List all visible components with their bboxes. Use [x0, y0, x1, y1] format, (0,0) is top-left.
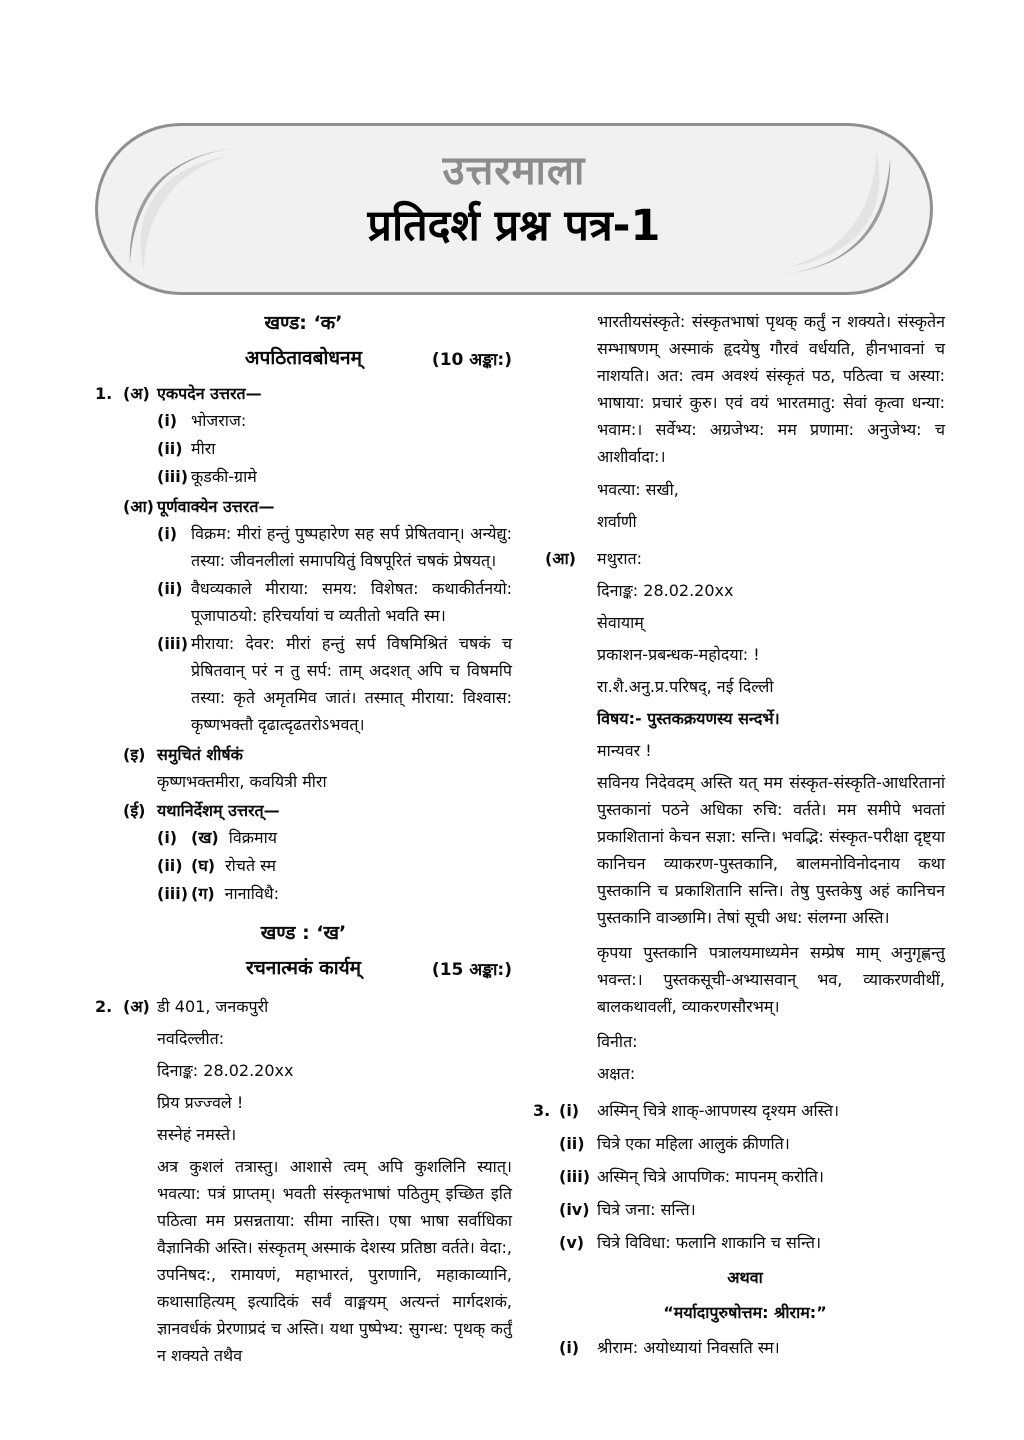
answer-item	[157, 520, 512, 574]
right-column	[533, 308, 945, 1371]
item-marker: (iv)	[559, 1200, 590, 1219]
question-number: 1.	[95, 384, 113, 403]
section-kha-marks: (15 अङ्का:)	[431, 960, 512, 980]
part-title: एकपदेन उत्तरत—	[157, 384, 262, 403]
letter-address-line: डी 401, जनकपुरी	[157, 997, 269, 1016]
item-marker: (i)	[559, 1338, 580, 1357]
question-2-part-a	[95, 993, 512, 1369]
answer-item	[157, 824, 512, 851]
section-kha-subheading	[95, 953, 512, 983]
item-marker: (i)	[559, 1101, 580, 1120]
section-ka-marks: (10 अङ्का:)	[431, 350, 512, 370]
two-column-body	[95, 308, 945, 1371]
answer-item	[157, 852, 512, 879]
part-title: पूर्णवाक्येन उत्तरत—	[157, 497, 275, 516]
question-2-part-aa	[545, 545, 945, 572]
question-number: 3.	[533, 1101, 551, 1120]
letter-greeting: सस्नेहं नमस्ते।	[157, 1125, 237, 1144]
item-text: चित्रे जना: सन्ति।	[597, 1200, 696, 1219]
question-number-spacer	[95, 741, 123, 795]
letter-address-line: नवदिल्लीत:	[157, 1029, 225, 1048]
question-1-part-a	[95, 380, 512, 491]
letter-address-line: रा.शै.अनु.प्र.परिषद्, नई दिल्ली	[597, 677, 774, 696]
item-text: चित्रे विविधा: फलानि शाकानि च सन्ति।	[597, 1233, 822, 1252]
option-letter: (ग)	[191, 884, 215, 903]
item-marker: (ii)	[157, 579, 183, 598]
item-text: वैधव्यकाले मीराया: समय: विशेषत: कथाकीर्तनयो: पूजापाठयो: हरिचर्यायां च व्यतीतो भवति स्म।	[191, 579, 512, 625]
item-text: विक्रम: मीरां हन्तुं पुष्पहारेण सह सर्प प्रेषितवान्। अन्येद्यु: तस्या: जीवनलीलां समापयितुं विषपूरितं चषकं प्रेषयत्।	[191, 524, 512, 570]
letter-date: दिनाङ्क: 28.02.20xx	[157, 1061, 294, 1080]
left-column	[95, 308, 512, 1371]
letter-date: दिनाङ्क: 28.02.20xx	[597, 581, 734, 600]
item-text: अस्मिन् चित्रे आपणिक: मापनम् करोति।	[597, 1167, 824, 1186]
item-marker: (iii)	[559, 1167, 591, 1186]
letter-salutation: मान्यवर !	[597, 741, 652, 760]
section-ka-subheading	[95, 343, 512, 373]
question-1-part-ee	[95, 797, 512, 908]
part-label: (अ)	[123, 384, 150, 403]
question-number-spacer	[533, 1229, 559, 1256]
section-ka-heading: खण्ड: ‘क’	[264, 312, 343, 334]
question-3-item	[533, 1130, 945, 1157]
letter-closing: विनीत:	[597, 1032, 638, 1051]
decorative-crescent-bottom-right	[770, 152, 910, 282]
item-text: विक्रमाय	[228, 828, 278, 847]
item-text: भोजराज:	[191, 411, 247, 430]
part-label: (अ)	[123, 997, 150, 1016]
question-number-spacer	[95, 797, 123, 908]
question-number: 2.	[95, 997, 113, 1016]
section-kha-heading: खण्ड : ‘ख’	[260, 922, 347, 944]
letter-signature: शर्वाणी	[597, 512, 637, 531]
item-text: कूडकी-ग्रामे	[191, 467, 257, 486]
section-ka-topic: अपठितावबोधनम्	[245, 347, 362, 369]
question-1-part-aa	[95, 493, 512, 739]
letter-closing: भवत्या: सखी,	[597, 480, 679, 499]
item-text: अस्मिन् चित्रे शाक्-आपणस्य दृश्यम अस्ति।	[597, 1101, 840, 1120]
item-marker: (iii)	[157, 884, 189, 903]
item-marker: (ii)	[559, 1134, 585, 1153]
part-answer: कृष्णभक्तमीरा, कवयित्री मीरा	[157, 772, 327, 791]
question-3-item	[533, 1229, 945, 1256]
question-number-spacer	[95, 493, 123, 739]
question-number-spacer	[533, 1163, 559, 1190]
section-kha-topic: रचनात्मकं कार्यम्	[245, 957, 362, 979]
letter-body-continued: भारतीयसंस्कृते: संस्कृतभाषां पृथक् कर्तुं न शक्यते। संस्कृतेन सम्भाषणम् अस्माकं हृदयेषु गौरवं वर्धयति, हीनभावनां च नाशयति। अत: त्वम अवश्यं संस्कृतं पठ, पठित्वा च अस्या: भाषाया: प्रचारं कुरु। एवं वयं भारतमातु: सेवां कृत्वा धन्या: भवाम:। सर्वेभ्य: अग्रजेभ्य: मम प्रणामा: अनुजेभ्य: च आशीर्वादा:।	[597, 312, 945, 466]
answer-item	[157, 880, 512, 907]
item-marker: (ii)	[157, 856, 183, 875]
question-3-item	[533, 1163, 945, 1190]
question-number-spacer	[533, 1334, 559, 1361]
answer-item	[157, 630, 512, 738]
part-label: (आ)	[123, 497, 154, 516]
item-text: मीरा	[191, 439, 216, 458]
answer-item	[157, 435, 512, 462]
item-text: चित्रे एका महिला आलुकं क्रीणति।	[597, 1134, 790, 1153]
item-marker: (v)	[559, 1233, 585, 1252]
item-marker: (iii)	[157, 467, 189, 486]
paper-title: प्रतिदर्श प्रश्न पत्र-1	[367, 201, 661, 251]
question-3-alt-item	[533, 1334, 945, 1361]
letter-addressee: प्रकाशन-प्रबन्धक-महोदया: !	[597, 645, 760, 664]
answer-item	[157, 463, 512, 490]
item-marker: (iii)	[157, 634, 189, 653]
part-label: (इ)	[123, 745, 146, 764]
part-title: यथानिर्देशम् उत्तरत्—	[157, 801, 280, 820]
option-letter: (ख)	[191, 828, 219, 847]
question-3-item	[533, 1097, 945, 1124]
answer-item	[157, 575, 512, 629]
part-label: (आ)	[545, 549, 576, 568]
item-marker: (i)	[157, 411, 178, 430]
option-letter: (घ)	[191, 856, 216, 875]
letter-salutation: प्रिय प्रज्ज्वले !	[157, 1093, 244, 1112]
item-marker: (i)	[157, 524, 178, 543]
or-divider: अथवा	[727, 1268, 763, 1287]
question-number-spacer	[533, 1196, 559, 1223]
item-text: रोचते स्म	[225, 856, 276, 875]
question-3-item	[533, 1196, 945, 1223]
item-marker: (i)	[157, 828, 178, 847]
letter-from-line: मथुरात:	[597, 549, 642, 568]
item-marker: (ii)	[157, 439, 183, 458]
part-label: (ई)	[123, 801, 146, 820]
letter-subject: विषय:- पुस्तकक्रयणस्य सन्दर्भे।	[597, 709, 780, 728]
answer-key-title: उत्तरमाला	[442, 148, 586, 194]
letter-paragraph-2: कृपया पुस्तकानि पत्रालयमाध्यमेन सम्प्रेष माम् अनुगृह्णन्तु भवन्त:। पुस्तकसूची-अभ्यासवान् भव, व्याकरणवीथीं, बालकथावलीं, व्याकरणसौरभम्।	[597, 943, 945, 1016]
letter-paragraph-1: सविनय निदेवदम् अस्ति यत् मम संस्कृत-संस्कृति-आधरितानां पुस्तकानां पठने अधिका रुचि: वर्तते। मम समीपे भवतां प्रकाशितानां केचन सज्ञा: सन्ति। भवद्भि: संस्कृत-परीक्षा दृष्ट्या कानिचन व्याकरण-पुस्तकानि, बालमनोविनोदनाय कथा पुस्तकानि च प्रकाशितानि सन्ति। तेषु पुस्तकेषु अहं कानिचन पुस्तकानि वाञ्छामि। तेषां सूची अध: संलग्ना अस्ति।	[597, 773, 945, 927]
letter-body: अत्र कुशलं तत्रास्तु। आशासे त्वम् अपि कुशलिनि स्यात्। भवत्या: पत्रं प्राप्तम्। भवती संस्कृतभाषां पठितुम् इच्छित इति पठित्वा मम प्रसन्नताया: सीमा नास्ति। एषा भाषा सर्वाधिका वैज्ञानिकी अस्ति। संस्कृतम् अस्माकं देशस्य प्रतिष्ठा वर्तते। वेदा:, उपनिषद:, रामायणं, महाभारतं, पुराणानि, महाकाव्यानि, कथासाहित्यम् इत्यादिकं सर्वं वाङ्मयम् अत्यन्तं मार्गदशकं, ज्ञानवर्धकं प्रेरणाप्रदं च अस्ति। यथा पुष्पेभ्य: सुगन्ध: पृथक् कर्तुं न शक्यते तथैव	[157, 1157, 512, 1365]
decorative-crescent-top-left	[110, 140, 250, 270]
item-text: मीराया: देवर: मीरां हन्तुं सर्प विषमिश्रितं चषकं च प्रेषितवान् परं न तु सर्प: ताम् अदशत् अपि च विषमपि तस्या: कृते अमृतमिव जातं। तस्मात् मीराया: विश्वास: कृष्णभक्तौ दृढात्दृढतरोऽभवत्।	[191, 634, 512, 734]
letter-line: सेवायाम्	[597, 613, 644, 632]
title-banner	[95, 123, 933, 295]
answer-item	[157, 407, 512, 434]
part-title: समुचितं शीर्षकं	[157, 745, 243, 764]
letter-signature: अक्षत:	[597, 1064, 636, 1083]
item-text: नानाविधै:	[224, 884, 279, 903]
question-number-spacer	[533, 1130, 559, 1157]
alternative-title: “मर्यादापुरुषोत्तम: श्रीराम:”	[663, 1303, 827, 1322]
question-1-part-i	[95, 741, 512, 795]
item-text: श्रीराम: अयोध्यायां निवसति स्म।	[597, 1338, 780, 1357]
